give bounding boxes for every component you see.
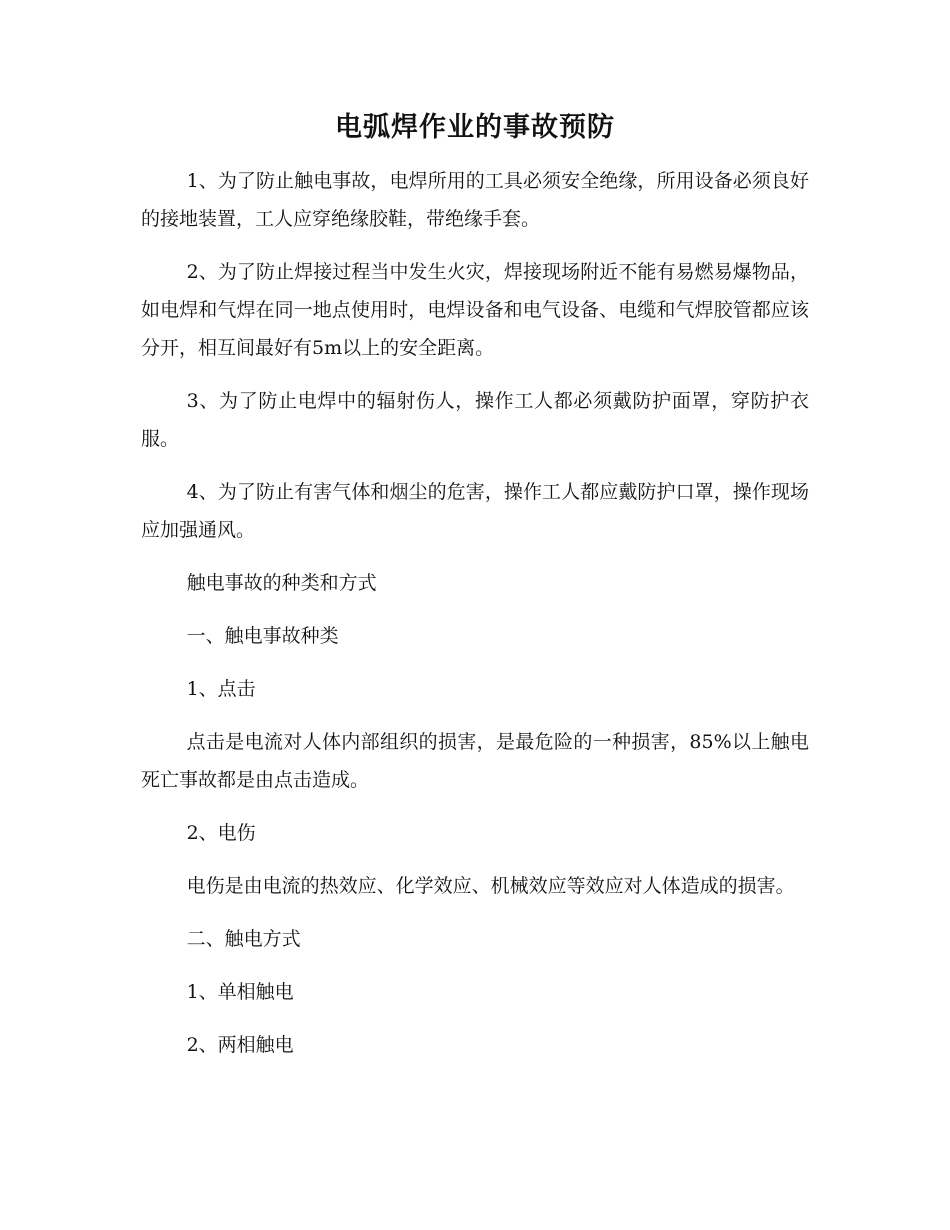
paragraph-prevent-electric-shock: 1、为了防止触电事故，电焊所用的工具必须安全绝缘，所用设备必须良好的接地装置，工人应穿绝缘胶鞋，带绝缘手套。 (141, 170, 809, 230)
item-single-phase-shock: 1、单相触电 (186, 981, 294, 1003)
paragraph-electric-injury: 电伤是由电流的热效应、化学效应、机械效应等效应对人体造成的损害。 (186, 875, 795, 897)
document-title: 电弧焊作业的事故预防 (335, 112, 615, 143)
item-two-phase-shock: 2、两相触电 (186, 1034, 294, 1056)
document-page (141, 108, 809, 1079)
subsection-heading-shock-types: 一、触电事故种类 (186, 625, 339, 647)
section-heading-shock-types-and-modes: 触电事故的种类和方式 (186, 572, 377, 594)
paragraph-prevent-fire: 2、为了防止焊接过程当中发生火灾，焊接现场附近不能有易燃易爆物品，如电焊和气焊在同一地点使用时，电焊设备和电气设备、电缆和气焊胶管都应该分开，相互间最好有5m以上的安全距离。 (141, 261, 809, 359)
paragraph-prevent-harmful-gas: 4、为了防止有害气体和烟尘的危害，操作工人都应戴防护口罩，操作现场应加强通风。 (141, 481, 809, 541)
item-heading-electric-injury: 2、电伤 (186, 822, 256, 844)
paragraph-electric-strike: 点击是电流对人体内部组织的损害，是最危险的一种损害，85%以上触电死亡事故都是由点击造成。 (141, 731, 809, 791)
paragraph-prevent-radiation: 3、为了防止电焊中的辐射伤人，操作工人都必须戴防护面罩，穿防护衣服。 (141, 390, 809, 450)
subsection-heading-shock-modes: 二、触电方式 (186, 928, 301, 950)
item-heading-electric-strike: 1、点击 (186, 678, 256, 700)
